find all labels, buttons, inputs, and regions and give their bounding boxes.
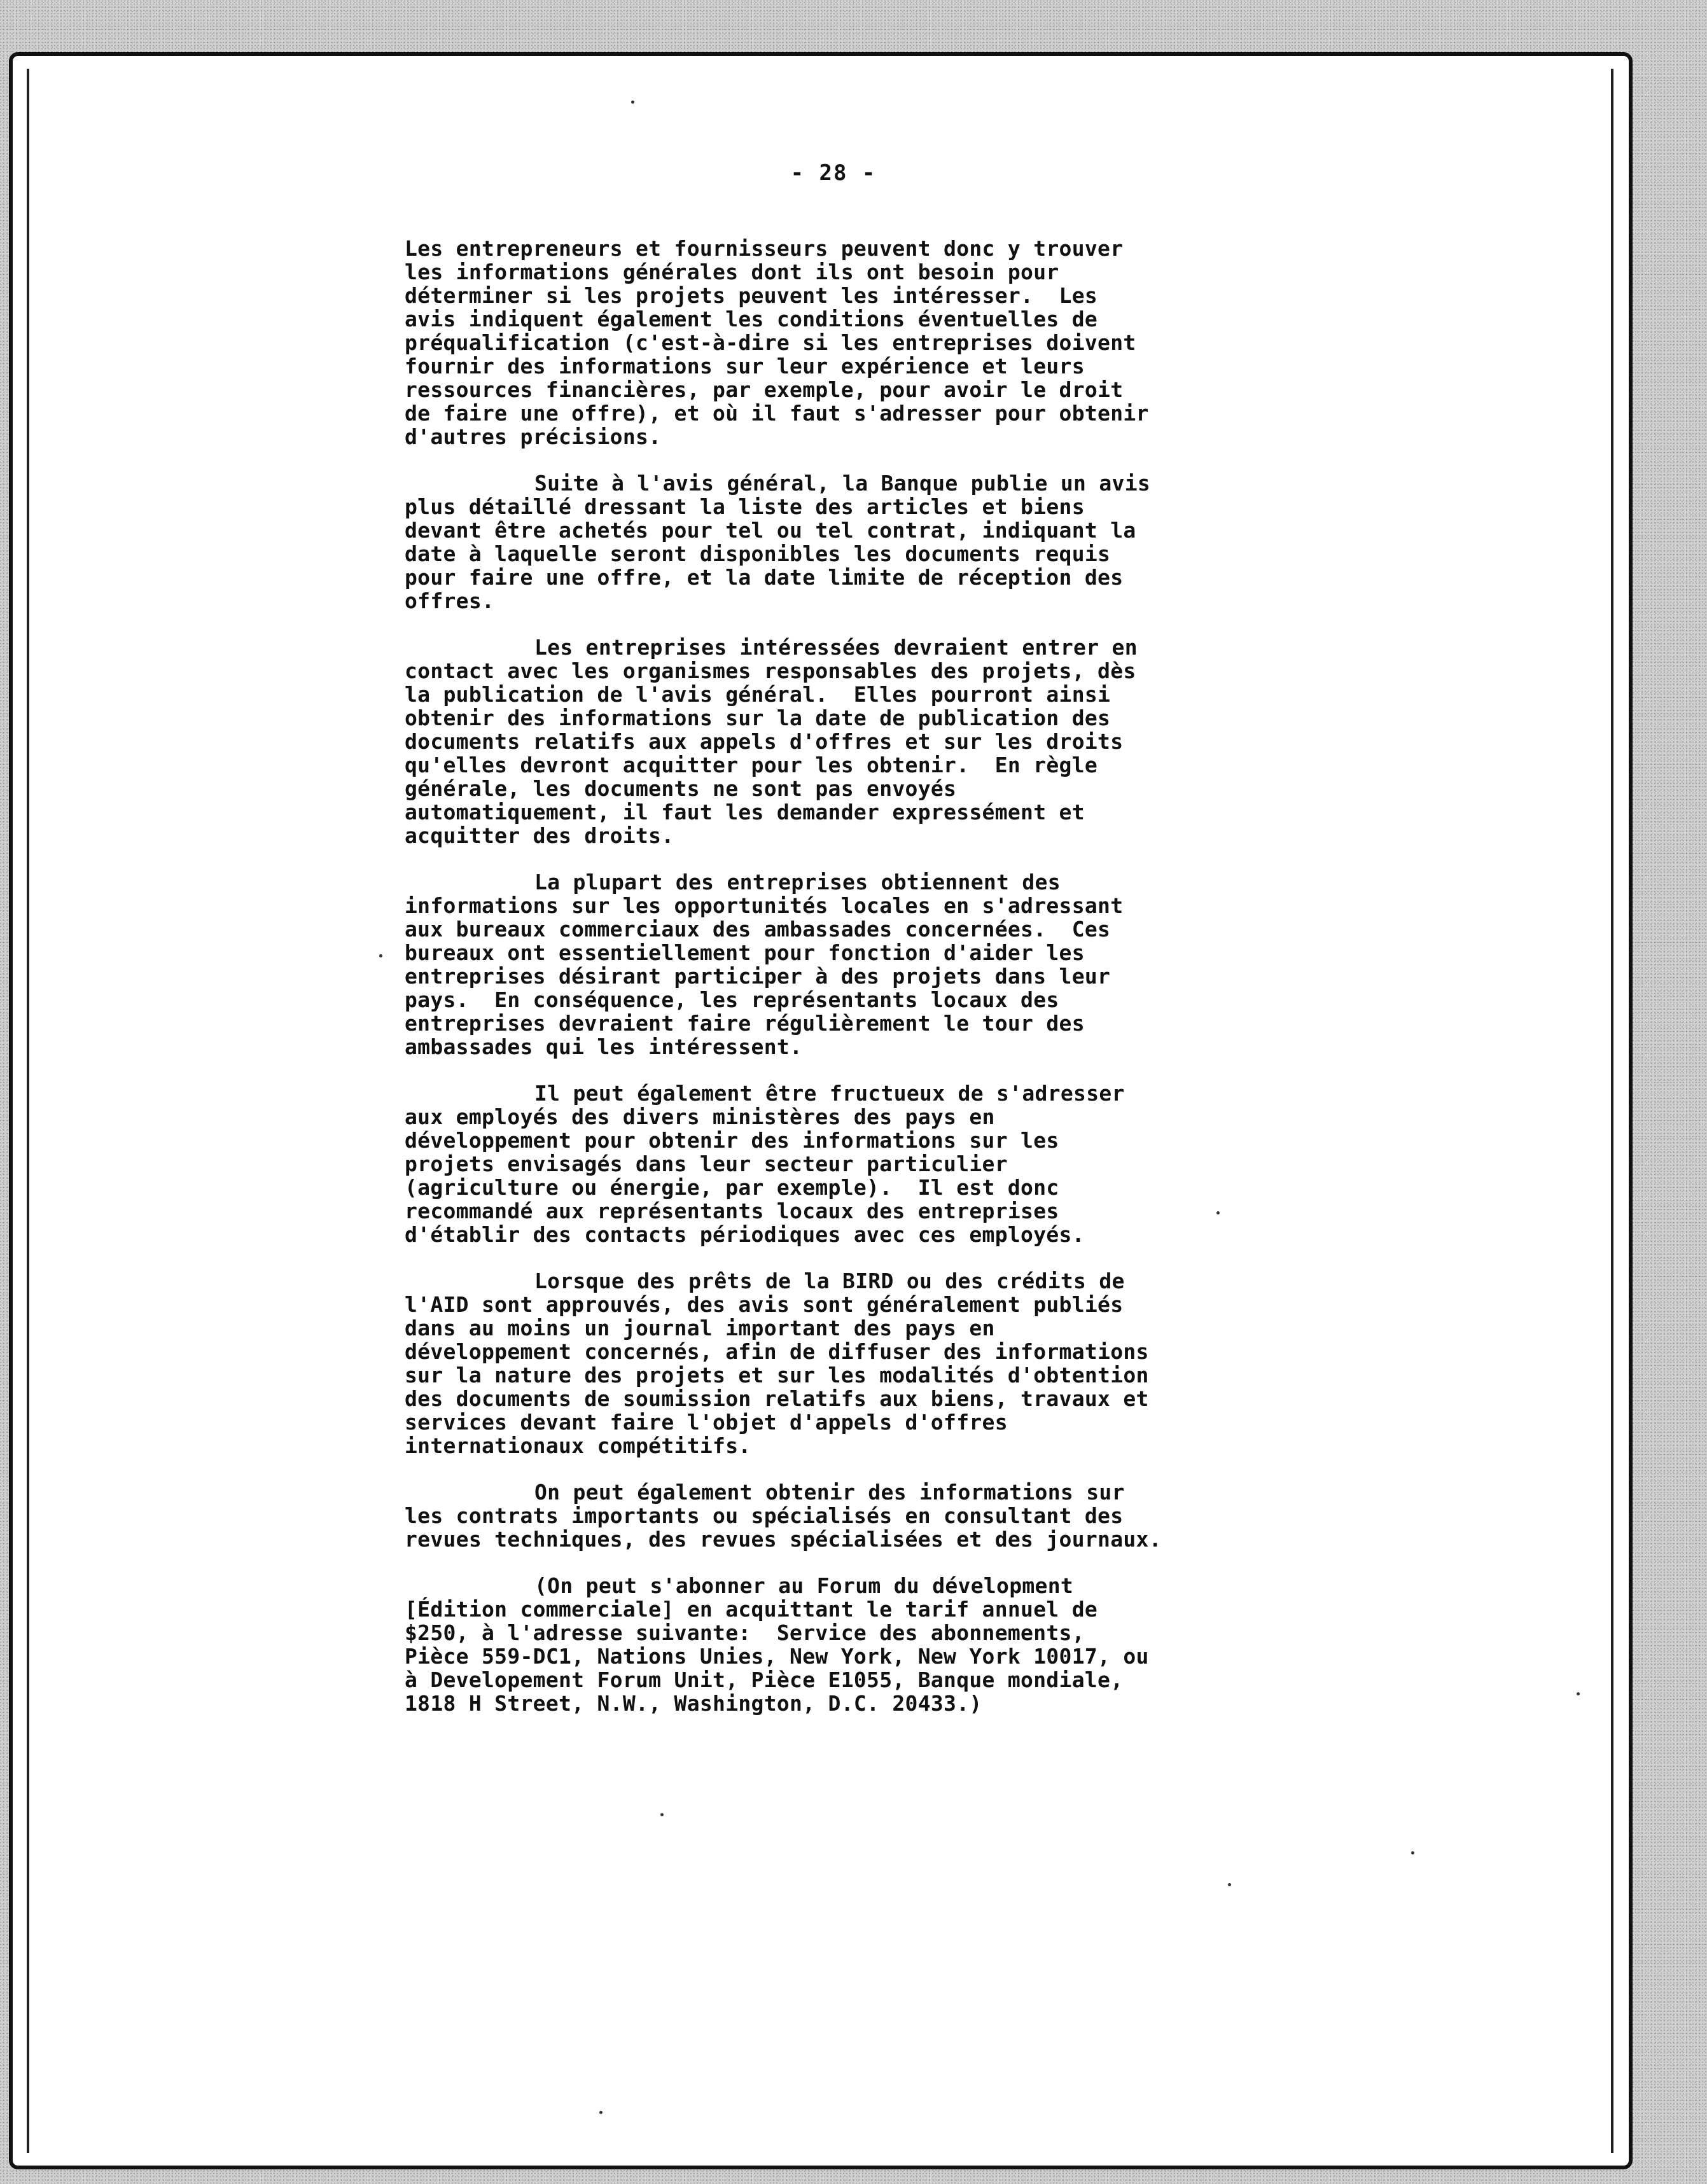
text-line: automatiquement, il faut les demander expressément et [405,800,1085,824]
paragraph [405,1082,1308,1246]
text-line: des documents de soumission relatifs aux biens, travaux et [405,1386,1149,1411]
text-line: informations sur les opportunités locales en s'adressant [405,893,1124,918]
right-margin-rule [1611,69,1613,2153]
scan-speck [599,2111,603,2114]
text-line: aux bureaux commerciaux des ambassades concernées. Ces [405,917,1111,942]
scan-speck [631,101,634,104]
paragraph [405,1269,1308,1457]
text-line: développement pour obtenir des informations sur les [405,1128,1059,1153]
text-line: qu'elles devront acquitter pour les obtenir. En règle [405,753,1098,777]
text-line: plus détaillé dressant la liste des articles et biens [405,494,1085,519]
text-line: entreprises devraient faire régulièrement le tour des [405,1011,1085,1036]
text-line: l'AID sont approuvés, des avis sont généralement publiés [405,1292,1124,1317]
text-line: date à laquelle seront disponibles les documents requis [405,541,1111,566]
document-body [405,237,1308,1738]
paragraph [405,636,1308,847]
text-line: documents relatifs aux appels d'offres et sur les droits [405,729,1124,754]
text-line: ambassades qui les intéressent. [405,1034,803,1059]
text-line: offres. [405,588,495,613]
text-line: Suite à l'avis général, la Banque publie un avis [534,471,1151,496]
text-line: développement concernés, afin de diffuser des informations [405,1339,1149,1364]
scan-speck [1577,1692,1580,1695]
text-line: 1818 H Street, N.W., Washington, D.C. 20433.) [405,1691,982,1716]
scan-speck [1216,1211,1220,1214]
text-line: (agriculture ou énergie, par exemple). Il est donc [405,1175,1059,1200]
text-line: bureaux ont essentiellement pour fonction d'aider les [405,940,1085,965]
text-line: Il peut également être fructueux de s'adresser [534,1081,1125,1106]
text-line: sur la nature des projets et sur les modalités d'obtention [405,1363,1149,1388]
text-line: fournir des informations sur leur expérience et leurs [405,354,1085,379]
paragraph [405,237,1308,449]
text-line: revues techniques, des revues spécialisées et des journaux. [405,1527,1162,1552]
text-line: [Édition commerciale] en acquittant le tarif annuel de [405,1597,1098,1622]
text-line: $250, à l'adresse suivante: Service des abonnements, [405,1620,1085,1645]
left-margin-rule [27,69,29,2153]
text-line: les contrats importants ou spécialisés en consultant des [405,1503,1124,1528]
paragraph [405,471,1308,613]
text-line: contact avec les organismes responsables des projets, dès [405,658,1136,683]
paragraph [405,1574,1308,1715]
text-line: obtenir des informations sur la date de publication des [405,706,1111,730]
text-line: devant être achetés pour tel ou tel contrat, indiquant la [405,518,1136,543]
paragraph [405,870,1308,1059]
text-line: pour faire une offre, et la date limite de réception des [405,565,1124,590]
text-line: (On peut s'abonner au Forum du dévelopment [534,1573,1074,1598]
scan-speck [660,1813,664,1816]
text-line: Les entrepreneurs et fournisseurs peuvent donc y trouver [405,236,1124,261]
text-line: Les entreprises intéressées devraient entrer en [534,635,1138,660]
paragraph [405,1480,1308,1551]
text-line: de faire une offre), et où il faut s'adresser pour obtenir [405,401,1149,426]
text-line: entreprises désirant participer à des projets dans leur [405,964,1111,989]
scan-speck [379,954,382,957]
text-line: Lorsque des prêts de la BIRD ou des crédits de [534,1269,1125,1293]
text-line: dans au moins un journal important des pays en [405,1316,995,1340]
text-line: services devant faire l'objet d'appels d'offres [405,1410,1008,1435]
text-line: à Developement Forum Unit, Pièce E1055, Banque mondiale, [405,1667,1124,1692]
text-line: d'établir des contacts périodiques avec ces employés. [405,1222,1085,1247]
text-line: recommandé aux représentants locaux des entreprises [405,1199,1059,1223]
text-line: déterminer si les projets peuvent les intéresser. Les [405,283,1098,308]
text-line: d'autres précisions. [405,424,662,449]
scan-speck [1411,1851,1414,1854]
text-line: la publication de l'avis général. Elles pourront ainsi [405,682,1111,707]
text-line: avis indiquent également les conditions éventuelles de [405,307,1098,331]
text-line: Pièce 559-DC1, Nations Unies, New York, New York 10017, ou [405,1644,1149,1669]
text-line: pays. En conséquence, les représentants locaux des [405,987,1059,1012]
text-line: les informations générales dont ils ont besoin pour [405,260,1059,284]
text-line: projets envisagés dans leur secteur particulier [405,1151,1008,1176]
text-line: aux employés des divers ministères des pays en [405,1104,995,1129]
text-line: internationaux compétitifs. [405,1433,751,1458]
text-line: On peut également obtenir des informations sur [534,1480,1125,1505]
text-line: La plupart des entreprises obtiennent des [534,870,1061,894]
text-line: générale, les documents ne sont pas envoyés [405,776,957,801]
page-number: - 28 - [790,160,877,186]
text-line: ressources financières, par exemple, pour avoir le droit [405,377,1124,402]
text-line: préqualification (c'est-à-dire si les entreprises doivent [405,330,1136,355]
text-line: acquitter des droits. [405,823,674,848]
scan-speck [1228,1883,1231,1886]
